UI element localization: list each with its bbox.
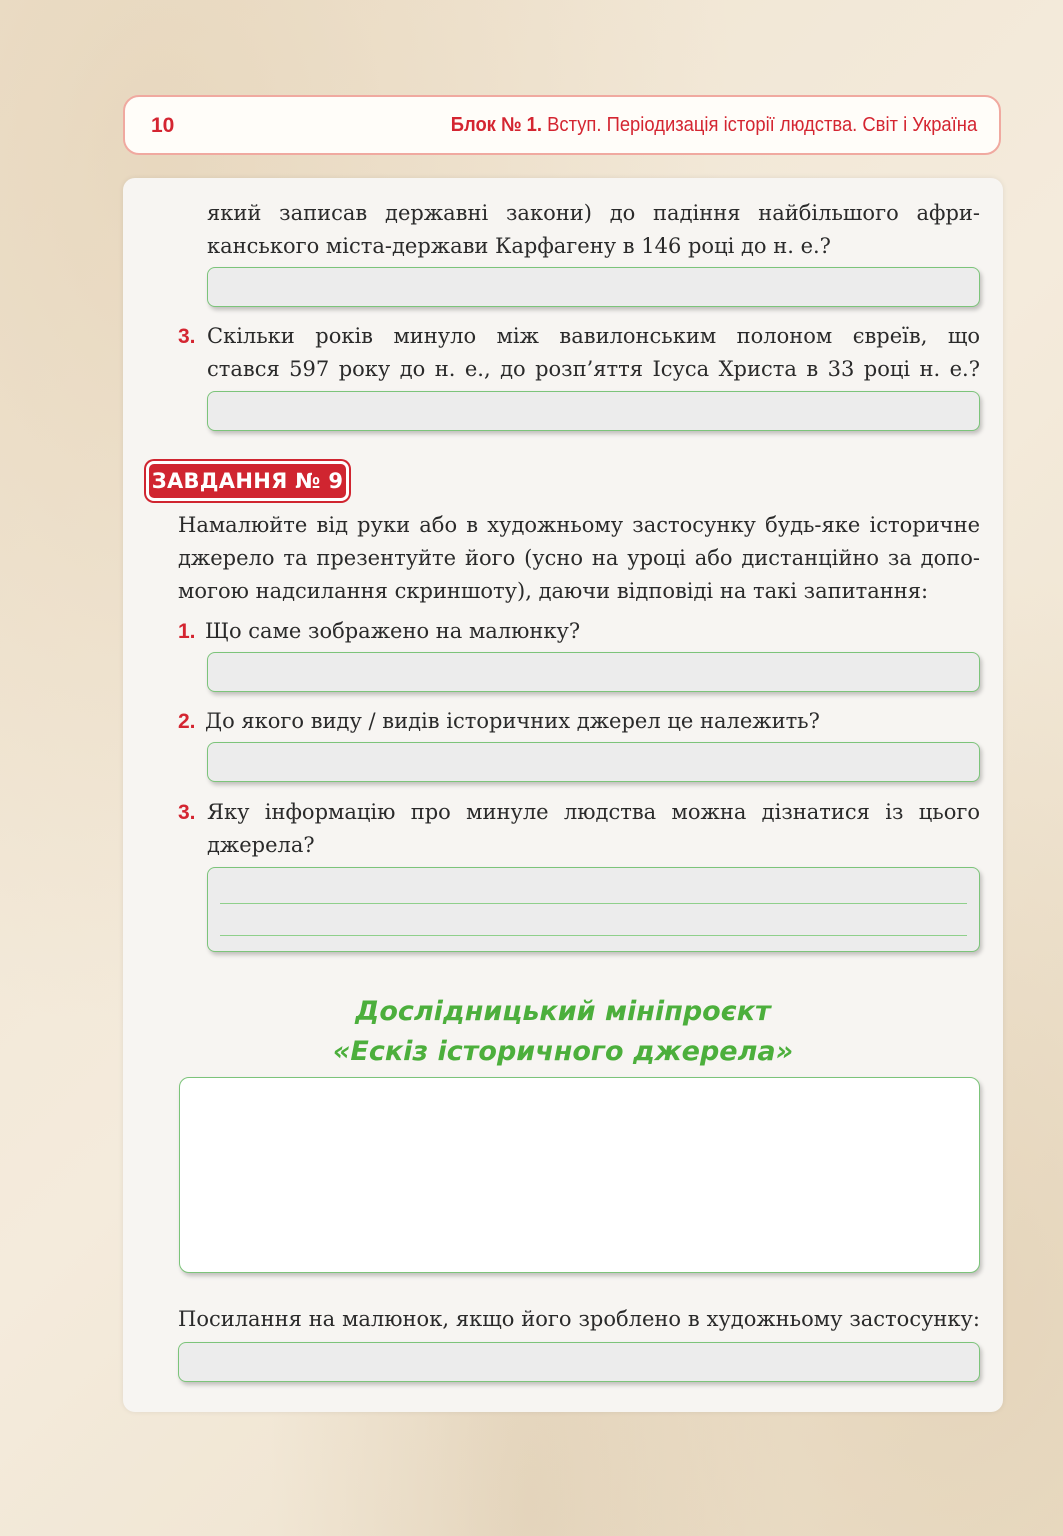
sketch-drawing-area[interactable] [179,1077,980,1273]
answer-field-q3-prev[interactable] [207,391,980,431]
task9-q2-text: До якого виду / видів історичних джерел це належить? [205,709,820,733]
task9-intro-line-1: Намалюйте від руки або в художньому застосунку будь-яке історичне [178,513,980,537]
answer-rule-line [220,935,967,936]
page-number: 10 [151,114,175,137]
task9-intro-line-3: могою надсилання скриншоту), даючи відповіді на такі запитання: [178,579,929,603]
q2-continued-line-2: канського міста-держави Карфагену в 146 році до н. е.? [207,234,831,258]
page-header [123,95,1001,155]
header-title [451,114,977,137]
block-label: Блок № 1. [450,114,542,136]
project-title-line-1: Дослідницький мініпроєкт [355,996,771,1027]
answer-rule-line [220,903,967,904]
q3-prev-number: 3. [178,325,196,348]
task9-q3-number: 3. [178,801,196,824]
project-title-line-2: «Ескіз історичного джерела» [332,1036,794,1067]
answer-field-task9-q1[interactable] [207,652,980,692]
block-title: Вступ. Періодизація історії людства. Світ і Україна [546,114,977,136]
task9-q1-text: Що саме зображено на малюнку? [205,619,581,643]
task9-q1-number: 1. [178,620,196,643]
answer-field-link[interactable] [178,1342,980,1382]
answer-field-q2-prev[interactable] [207,267,980,307]
task9-q2-number: 2. [178,710,196,733]
q2-continued-line-1: який записав державні закони) до падіння найбільшого афри- [207,201,980,225]
link-label: Посилання на малюнок, якщо його зроблено в художньому застосунку: [178,1307,980,1331]
q3-prev-line-2: стався 597 року до н. е., до розп’яття Ісуса Христа в 33 році н. е.? [207,357,980,381]
task9-intro-line-2: джерело та презентуйте його (усно на уроці або дистанційно за допо- [178,546,980,570]
task9-q3-line-1: Яку інформацію про минуле людства можна дізнатися із цього [207,800,980,824]
q3-prev-line-1: Скільки років минуло між вавилонським полоном євреїв, що [207,324,980,348]
task-9-badge: ЗАВДАННЯ № 9 [146,461,349,501]
answer-field-task9-q2[interactable] [207,742,980,782]
answer-field-task9-q3[interactable] [207,867,980,952]
task9-q3-line-2: джерела? [207,833,315,857]
